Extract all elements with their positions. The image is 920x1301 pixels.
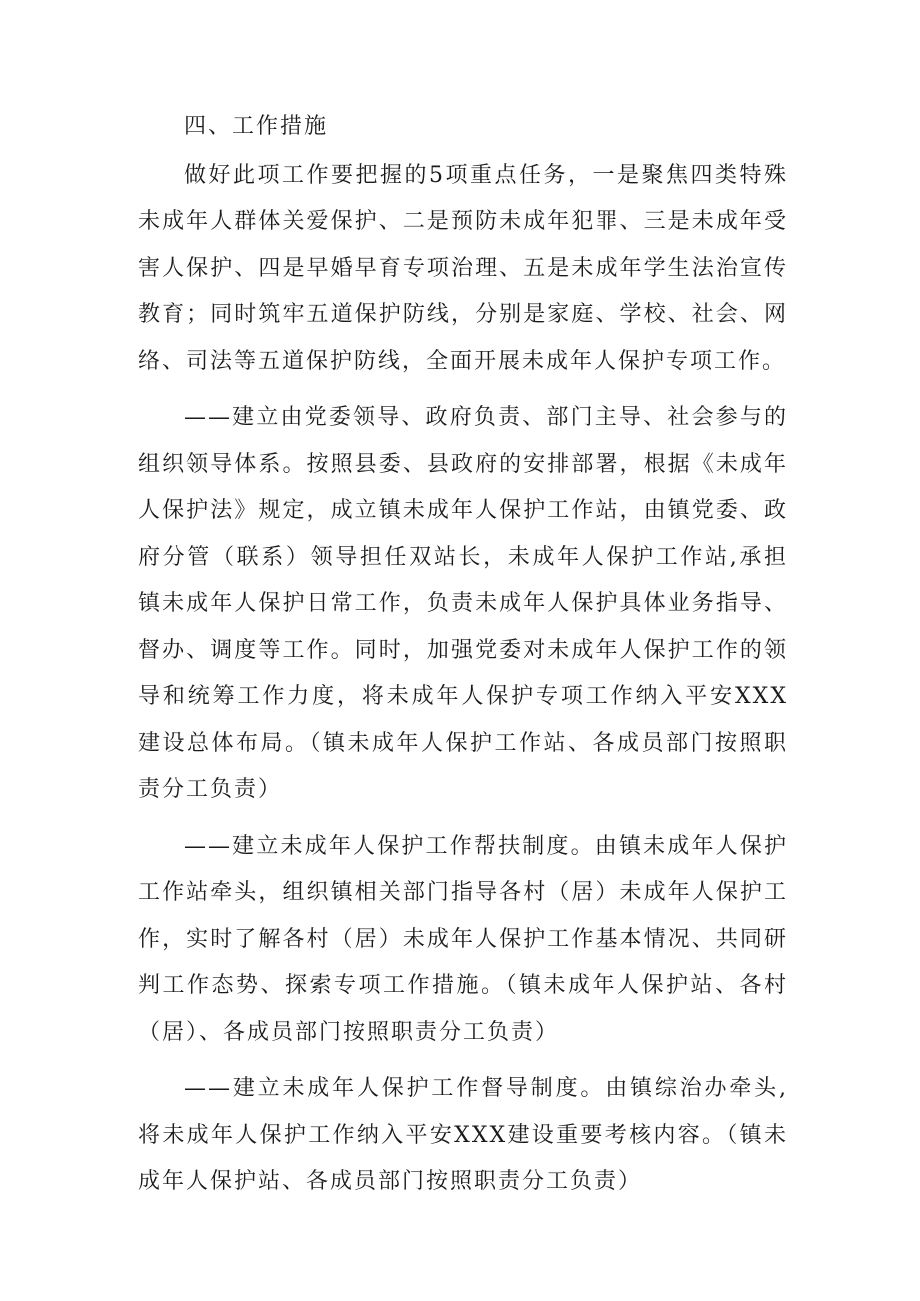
section-heading: 四、工作措施 [184,114,329,139]
paragraph-assistance-system: ——建立未成年人保护工作帮扶制度。由镇未成年人保护工作站牵头，组织镇相关部门指导各村（居）未成年人保护工作，实时了解各村（居）未成年人保护工作基本情况、共同研判工作态势、探索专项工作措施。（镇未成年人保护站、各村（居）、各成员部门按照职责分工负责） [138,833,788,1045]
paragraph-leadership-system: ——建立由党委领导、政府负责、部门主导、社会参与的组织领导体系。按照县委、县政府的安排部署，根据《未成年人保护法》规定，成立镇未成年人保护工作站，由镇党委、政府分管（联系）领导担任双站长，未成年人保护工作站,承担镇未成年人保护日常工作，负责未成年人保护具体业务指导、督办、调度等工作。同时，加强党委对未成年人保护工作的领导和统筹工作力度，将未成年人保护专项工作纳入平安XXX建设总体布局。（镇未成年人保护工作站、各成员部门按照职责分工负责） [138,405,788,802]
paragraph-supervision-system: ——建立未成年人保护工作督导制度。由镇综治办牵头,将未成年人保护工作纳入平安XXX建设重要考核内容。（镇未成年人保护站、各成员部门按照职责分工负责） [138,1076,788,1194]
document-body [138,104,788,1216]
paragraph-key-tasks: 做好此项工作要把握的5项重点任务，一是聚焦四类特殊未成年人群体关爱保护、二是预防未成年犯罪、三是未成年受害人保护、四是早婚早育专项治理、五是未成年学生法治宣传教育；同时筑牢五道保护防线，分别是家庭、学校、社会、网络、司法等五道保护防线，全面开展未成年人保护专项工作。 [138,162,788,374]
